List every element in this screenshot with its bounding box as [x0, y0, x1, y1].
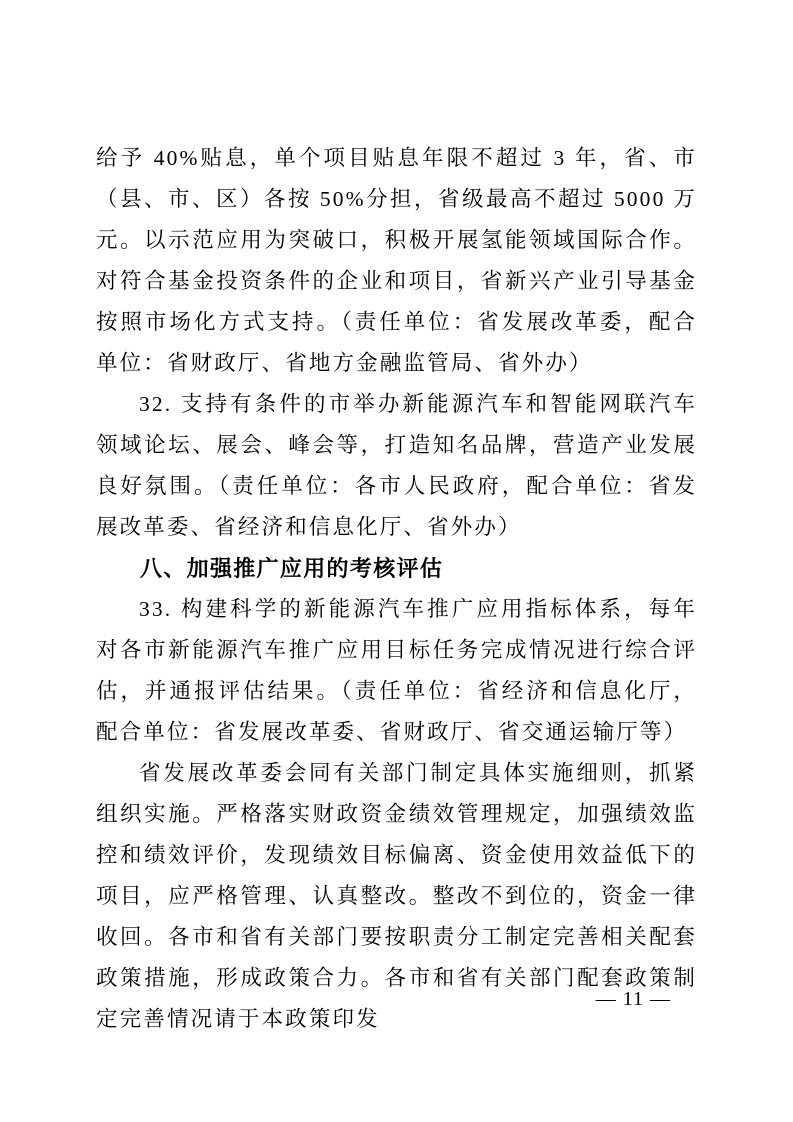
- paragraph-item-33: 33. 构建科学的新能源汽车推广应用指标体系，每年对各市新能源汽车推广应用目标任务完成情况进行综合评估，并通报评估结果。（责任单位：省经济和信息化厅，配合单位：省发展改革委、省财政厅、省交通运输厅等）: [96, 597, 697, 744]
- section-heading: 八、加强推广应用的考核评估: [140, 556, 444, 581]
- paragraph-item-32: 32. 支持有条件的市举办新能源汽车和智能网联汽车领域论坛、展会、峰会等，打造知名品牌，营造产业发展良好氛围。（责任单位：各市人民政府，配合单位：省发展改革委、省经济和信息化厅、省外办）: [96, 392, 697, 539]
- paragraph-implementation: 省发展改革委会同有关部门制定具体实施细则，抓紧组织实施。严格落实财政资金绩效管理规定，加强绩效监控和绩效评价，发现绩效目标偏离、资金使用效益低下的项目，应严格管理、认真整改。整改不到位的，资金一律收回。各市和省有关部门要按职责分工制定完善相关配套政策措施，形成政策合力。各市和省有关部门配套政策制定完善情况请于本政策印发: [96, 761, 697, 1031]
- paragraph-continuation: 给予 40%贴息，单个项目贴息年限不超过 3 年，省、市（县、市、区）各按 50%分担，省级最高不超过 5000 万元。以示范应用为突破口，积极开展氢能领域国际合作。对符合基金投资条件的企业和项目，省新兴产业引导基金按照市场化方式支持。（责任单位：省发展改革委，配合单位：省财政厅、省地方金融监管局、省外办）: [96, 146, 697, 375]
- document-body: [96, 138, 697, 1040]
- page-number: — 11 —: [595, 988, 671, 1010]
